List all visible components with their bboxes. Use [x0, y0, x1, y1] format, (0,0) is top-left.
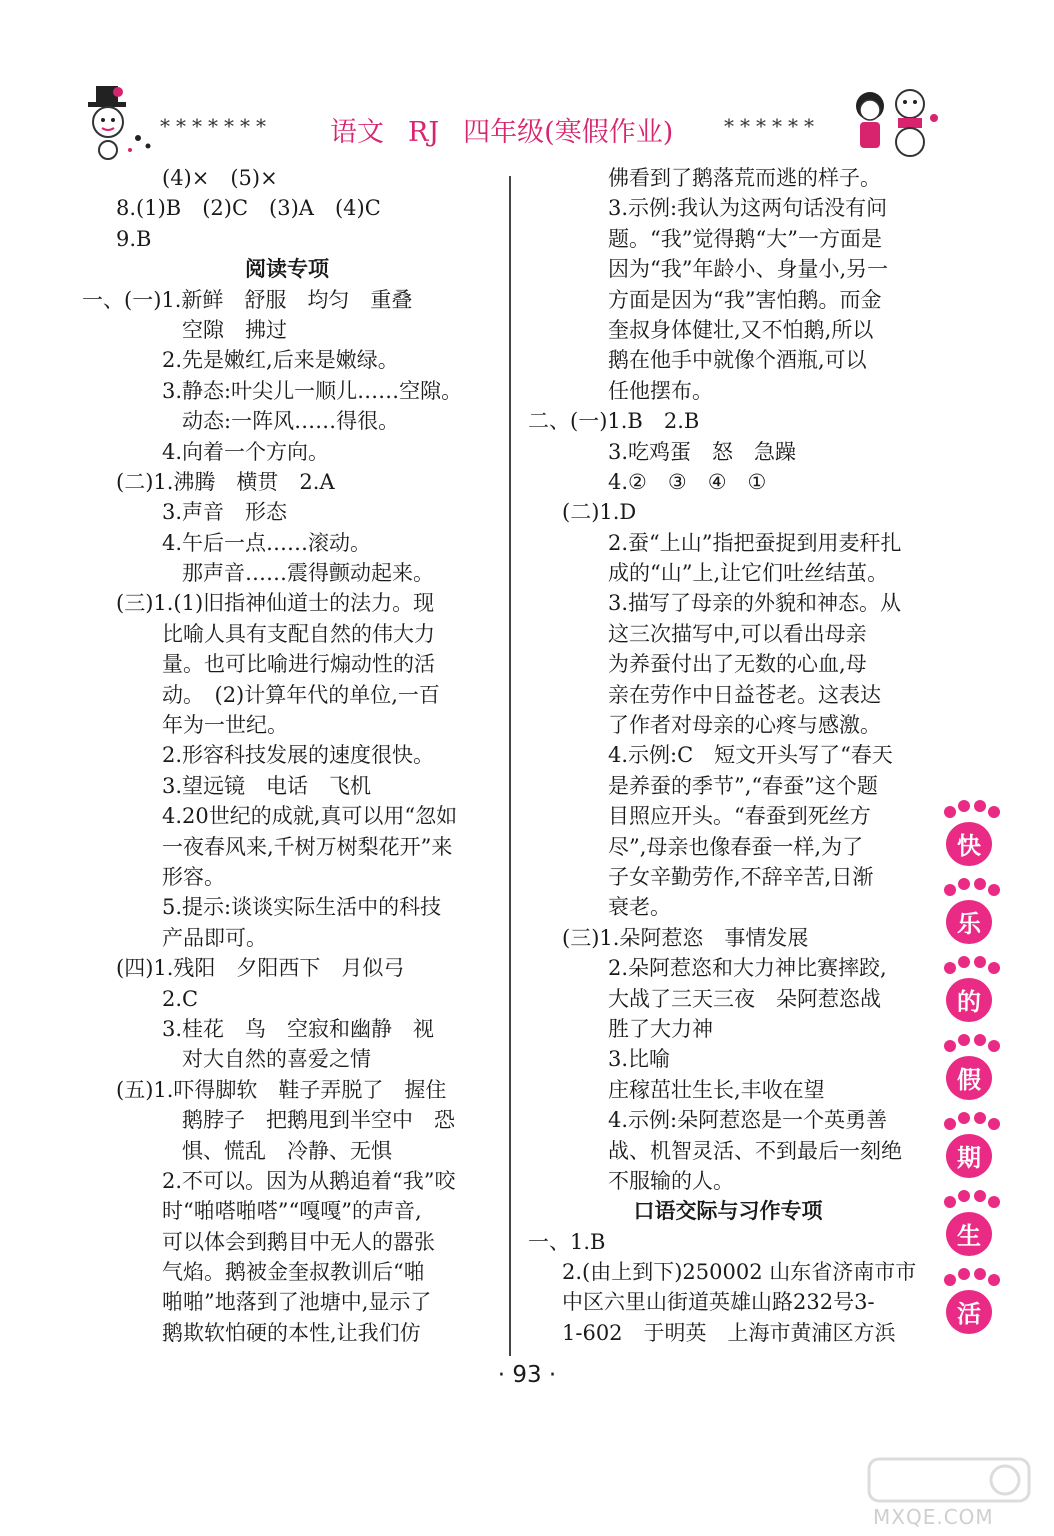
answer-line: 为养蚕付出了无数的心血,母 [608, 652, 867, 677]
page-header [0, 0, 1054, 165]
answer-line: 一、1.B [528, 1229, 606, 1254]
answer-line: 2.朵阿惹恣和大力神比赛摔跤, [608, 956, 887, 981]
answer-line: 4.20世纪的成就,真可以用“忽如 [162, 804, 458, 829]
answer-line: 3.声音 形态 [162, 500, 288, 525]
answer-line: 4.向着一个方向。 [162, 439, 330, 464]
answer-line: 4.② ③ ④ ① [608, 469, 767, 494]
answer-line: 2.蚕“上山”指把蚕捉到用麦秆扎 [608, 530, 902, 555]
paw-toe-icon [988, 1118, 1000, 1130]
answer-line: 时“啪嗒啪嗒”“嘎嘎”的声音, [162, 1199, 422, 1224]
answer-line: 3.吃鸡蛋 怒 急躁 [608, 439, 797, 464]
sidebar-char: 生 [957, 1222, 981, 1250]
paw-toe-icon [958, 878, 970, 890]
answer-line: 2.先是嫩红,后来是嫩绿。 [162, 348, 399, 373]
stars-left: ******* [160, 114, 272, 138]
answers-left-column [82, 163, 492, 1348]
answers-right-column [528, 163, 928, 1348]
paw-toe-icon [958, 1034, 970, 1046]
stars-right: ****** [724, 114, 820, 138]
paw-toe-icon [988, 884, 1000, 896]
paw-badge [932, 956, 1004, 1028]
column-divider [509, 176, 511, 1356]
paw-toe-icon [958, 1112, 970, 1124]
answer-line: 可以体会到鹅目中无人的嚣张 [162, 1229, 435, 1254]
answer-line: 5.提示:谈谈实际生活中的科技 [162, 895, 442, 920]
answer-line: (二)1.D [562, 500, 637, 525]
answer-line: 因为“我”年龄小、身量小,另一 [608, 257, 889, 282]
paw-badge [932, 878, 1004, 950]
answer-line: 那声音……震得颤动起来。 [182, 561, 434, 586]
sidebar-char: 乐 [957, 910, 981, 938]
paw-toe-icon [988, 1274, 1000, 1286]
answer-line: 二、(一)1.B 2.B [528, 409, 700, 434]
answer-line: 8.(1)B (2)C (3)A (4)C [116, 196, 381, 221]
answer-line: (二)1.沸腾 横贯 2.A [116, 469, 335, 494]
paw-badge [932, 1112, 1004, 1184]
paw-toe-icon [944, 1274, 956, 1286]
answer-line: 目照应开头。“春蚕到死丝方 [608, 804, 871, 829]
answer-line: 子女辛勤劳作,不辞辛苦,日渐 [608, 864, 874, 889]
answer-line: 任他摆布。 [608, 378, 713, 403]
paw-toe-icon [944, 1040, 956, 1052]
sidebar-char: 快 [957, 832, 981, 860]
answer-line: 2.不可以。因为从鹅追着“我”咬 [162, 1168, 456, 1193]
answer-line: 动。 (2)计算年代的单位,一百 [162, 682, 440, 707]
answer-line: 3.比喻 [608, 1047, 671, 1072]
answer-line: 2.C [162, 986, 199, 1011]
answer-line: 方面是因为“我”害怕鹅。而金 [608, 287, 882, 312]
paw-toe-icon [974, 1268, 986, 1280]
answer-line: 鹅欺软怕硬的本性,让我们仿 [162, 1320, 421, 1345]
answer-line: 比喻人具有支配自然的伟大力 [162, 621, 435, 646]
answer-line: 4.午后一点……滚动。 [162, 530, 372, 555]
paw-toe-icon [988, 962, 1000, 974]
paw-toe-icon [958, 800, 970, 812]
answer-line: 惧、慌乱 冷静、无惧 [182, 1138, 392, 1163]
answer-line: 3.桂花 鸟 空寂和幽静 视 [162, 1016, 435, 1041]
answer-line: 这三次描写中,可以看出母亲 [608, 621, 867, 646]
paw-toe-icon [958, 1268, 970, 1280]
answer-line: 产品即可。 [162, 925, 267, 950]
paw-toe-icon [944, 1118, 956, 1130]
paw-toe-icon [988, 806, 1000, 818]
paw-toe-icon [974, 800, 986, 812]
paw-toe-icon [988, 1040, 1000, 1052]
answer-line: 2.形容科技发展的速度很快。 [162, 743, 435, 768]
happy-holiday-sidebar [932, 800, 1012, 1360]
section-heading: 口语交际与习作专项 [633, 1198, 823, 1224]
header-title: 语文 RJ 四年级(寒假作业) [330, 117, 674, 148]
answer-line: 动态:一阵风……得很。 [182, 409, 400, 434]
paw-toe-icon [974, 956, 986, 968]
sidebar-char: 的 [957, 988, 981, 1016]
answer-line: 9.B [116, 226, 152, 251]
answer-line: 奎叔身体健壮,又不怕鹅,所以 [608, 317, 874, 342]
answer-line: 3.静态:叶尖儿一顺儿……空隙。 [162, 378, 463, 403]
answer-line: 衰老。 [608, 895, 671, 920]
paw-toe-icon [944, 806, 956, 818]
watermark-icon [865, 1455, 1035, 1505]
answer-line: 4.示例:朵阿惹恣是一个英勇善 [608, 1108, 888, 1133]
answer-line: 4.示例:C 短文开头写了“春天 [608, 743, 893, 768]
paw-toe-icon [974, 1190, 986, 1202]
grade-label: 四年级 [463, 117, 545, 148]
booklet-label: 寒假作业 [554, 117, 663, 148]
answer-line: (三)1.(1)旧指神仙道士的法力。现 [116, 591, 435, 616]
answer-line: 中区六里山街道英雄山路232号3- [562, 1290, 875, 1315]
answer-line: 亲在劳作中日益苍老。这表达 [608, 682, 881, 707]
answer-line: 成的“山”上,让它们吐丝结茧。 [608, 561, 889, 586]
answer-line: 庄稼茁壮生长,丰收在望 [608, 1077, 825, 1102]
answer-line: 2.(由上到下)250002 山东省济南市市 [562, 1260, 917, 1285]
sidebar-char: 活 [957, 1300, 981, 1328]
paw-badge [932, 1190, 1004, 1262]
sidebar-char: 假 [957, 1066, 981, 1094]
section-heading: 阅读专项 [245, 256, 329, 282]
answer-line: (四)1.残阳 夕阳西下 月似弓 [116, 956, 405, 981]
snowman-icon [78, 80, 168, 160]
paw-toe-icon [974, 1034, 986, 1046]
paw-toe-icon [988, 1196, 1000, 1208]
answer-line: 3.望远镜 电话 飞机 [162, 773, 372, 798]
answer-line: 一、(一)1.新鲜 舒服 均匀 重叠 [82, 287, 413, 312]
answer-line: 气焰。鹅被金奎叔教训后“啪 [162, 1260, 425, 1285]
paw-badge [932, 800, 1004, 872]
answer-line: 形容。 [162, 864, 225, 889]
answer-line: 了作者对母亲的心疼与感激。 [608, 713, 881, 738]
paw-badge [932, 1268, 1004, 1340]
answer-line: (三)1.朵阿惹恣 事情发展 [562, 925, 809, 950]
answer-line: 量。也可比喻进行煽动性的活 [162, 652, 435, 677]
answer-line: 佛看到了鹅落荒而逃的样子。 [608, 166, 881, 190]
sidebar-char: 期 [957, 1144, 981, 1172]
answer-line: (4)× (5)× [162, 166, 278, 190]
answer-line: 题。“我”觉得鹅“大”一方面是 [608, 226, 882, 251]
paw-toe-icon [974, 1112, 986, 1124]
answer-line: 鹅脖子 把鹅甩到半空中 恐 [182, 1108, 455, 1133]
answer-line: 1-602 于明英 上海市黄浦区方浜 [562, 1320, 896, 1345]
paw-toe-icon [958, 1190, 970, 1202]
edition-label: RJ [408, 117, 440, 148]
paw-toe-icon [958, 956, 970, 968]
answer-line: 空隙 拂过 [182, 317, 287, 342]
paw-toe-icon [944, 1196, 956, 1208]
subject-label: 语文 [330, 117, 384, 148]
answer-line: 鹅在他手中就像个酒瓶,可以 [608, 348, 867, 373]
answer-line: 大战了三天三夜 朵阿惹恣战 [608, 986, 881, 1011]
page-number: · 93 · [497, 1362, 557, 1388]
watermark-text: MXQE.COM [873, 1505, 994, 1529]
watermark-logo [865, 1455, 1040, 1530]
paw-toe-icon [944, 962, 956, 974]
paw-toe-icon [944, 884, 956, 896]
answer-line: 是养蚕的季节”,“春蚕”这个题 [608, 773, 878, 798]
answer-line: 战、机智灵活、不到最后一刻绝 [608, 1138, 902, 1163]
answer-line: 不服输的人。 [608, 1168, 734, 1193]
answer-line: 对大自然的喜爱之情 [182, 1047, 371, 1072]
answer-line: 尽”,母亲也像春蚕一样,为了 [608, 834, 864, 859]
answer-line: 胜了大力神 [608, 1016, 713, 1041]
kids-snowman-icon [830, 84, 940, 164]
answer-line: 一夜春风来,千树万树梨花开”来 [162, 834, 453, 859]
answer-line: 3.示例:我认为这两句话没有问 [608, 196, 888, 221]
answer-line: 啪啪”地落到了池塘中,显示了 [162, 1290, 432, 1315]
answer-line: (五)1.吓得脚软 鞋子弄脱了 握住 [116, 1077, 447, 1102]
paw-toe-icon [974, 878, 986, 890]
answer-line: 3.描写了母亲的外貌和神态。从 [608, 591, 902, 616]
paw-badge [932, 1034, 1004, 1106]
answer-line: 年为一世纪。 [162, 713, 288, 738]
